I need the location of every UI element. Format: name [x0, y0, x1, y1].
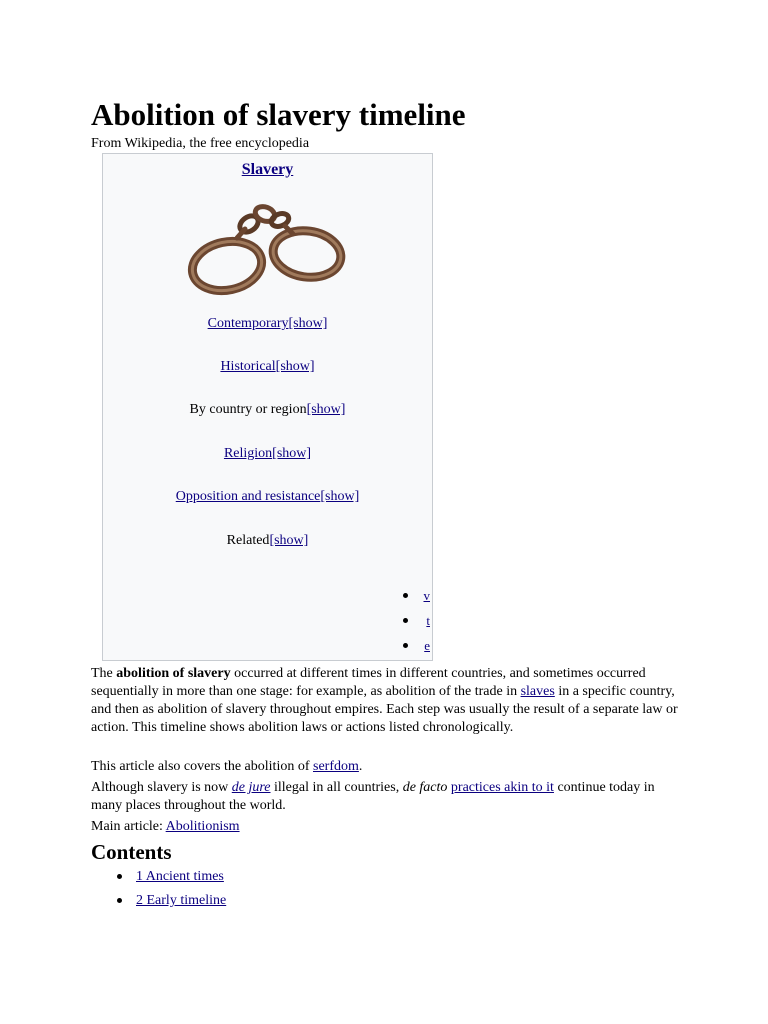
infobox-title [103, 162, 432, 178]
opposition-show-toggle[interactable]: [show] [320, 489, 360, 504]
opposition-link[interactable]: Opposition and resistance [175, 489, 321, 504]
page-title: Abolition of slavery timeline [91, 97, 466, 132]
infobox-row-related [103, 533, 432, 549]
infobox-row-historical [103, 359, 432, 375]
serfdom-text-2: . [358, 759, 363, 774]
by-country-label: By country or region [189, 402, 307, 417]
serfdom-text-1: This article also covers the abolition of [91, 759, 313, 774]
slavery-infobox [102, 153, 433, 661]
de-facto-term: de facto [402, 780, 448, 795]
by-country-show-toggle[interactable]: [show] [306, 402, 346, 417]
intro-bold-term: abolition of slavery [116, 666, 231, 681]
serfdom-link[interactable]: serfdom [313, 759, 359, 774]
serfdom-paragraph [91, 758, 681, 776]
contemporary-show-toggle[interactable]: [show] [288, 316, 328, 331]
navbar-item-edit [390, 638, 430, 663]
related-show-toggle[interactable]: [show] [269, 533, 309, 548]
infobox-navbar [390, 588, 430, 663]
infobox-row-religion [103, 446, 432, 462]
bullet-icon [403, 643, 408, 648]
toc-link-ancient-times[interactable]: 1 Ancient times [136, 869, 224, 884]
page-tagline: From Wikipedia, the free encyclopedia [91, 136, 310, 151]
navbar-edit-link[interactable]: e [424, 638, 430, 653]
shackles-image[interactable] [185, 196, 351, 300]
table-of-contents [91, 868, 226, 916]
abolitionism-link[interactable]: Abolitionism [165, 819, 240, 834]
infobox-row-opposition [103, 489, 432, 505]
dejure-text-1: Although slavery is now [91, 780, 232, 795]
toc-item [91, 868, 226, 892]
infobox-row-contemporary [103, 316, 432, 332]
religion-show-toggle[interactable]: [show] [272, 446, 312, 461]
dejure-text-2: illegal in all countries, [270, 780, 403, 795]
navbar-item-talk [390, 613, 430, 638]
navbar-view-link[interactable]: v [423, 588, 430, 603]
de-jure-link[interactable]: de jure [231, 780, 271, 795]
contents-heading: Contents [91, 840, 172, 864]
toc-link-early-timeline[interactable]: 2 Early timeline [136, 893, 227, 908]
navbar-item-view [390, 588, 430, 613]
historical-link[interactable]: Historical [220, 359, 276, 374]
intro-text-1: The [91, 666, 117, 681]
related-label: Related [226, 533, 270, 548]
intro-paragraph [91, 665, 681, 737]
historical-show-toggle[interactable]: [show] [275, 359, 315, 374]
main-article-hatnote [91, 818, 681, 836]
religion-link[interactable]: Religion [223, 446, 273, 461]
dejure-paragraph [91, 779, 681, 815]
contemporary-link[interactable]: Contemporary [207, 316, 289, 331]
bullet-icon [117, 874, 122, 879]
infobox-title-link[interactable]: Slavery [241, 161, 294, 178]
bullet-icon [403, 593, 408, 598]
intro-text-2: occurred at different times in different countries, and sometimes occurred sequentially in more than one stage: for example, as abolition of the trade in [91, 666, 646, 699]
dejure-text-4: continue today in many places throughout the world. [91, 780, 655, 813]
main-article-label: Main article: [91, 819, 166, 834]
practices-akin-link[interactable]: practices akin to it [450, 780, 554, 795]
navbar-talk-link[interactable]: t [426, 613, 430, 628]
slaves-link[interactable]: slaves [520, 684, 555, 699]
toc-item [91, 892, 226, 916]
bullet-icon [403, 618, 408, 623]
bullet-icon [117, 898, 122, 903]
infobox-row-by-country [103, 402, 432, 418]
intro-text-3: in a specific country, and then as abolition of slavery throughout empires. Each step was usually the result of a separate law or action. This timeline shows abolition laws or actions listed chronologically. [91, 684, 678, 735]
